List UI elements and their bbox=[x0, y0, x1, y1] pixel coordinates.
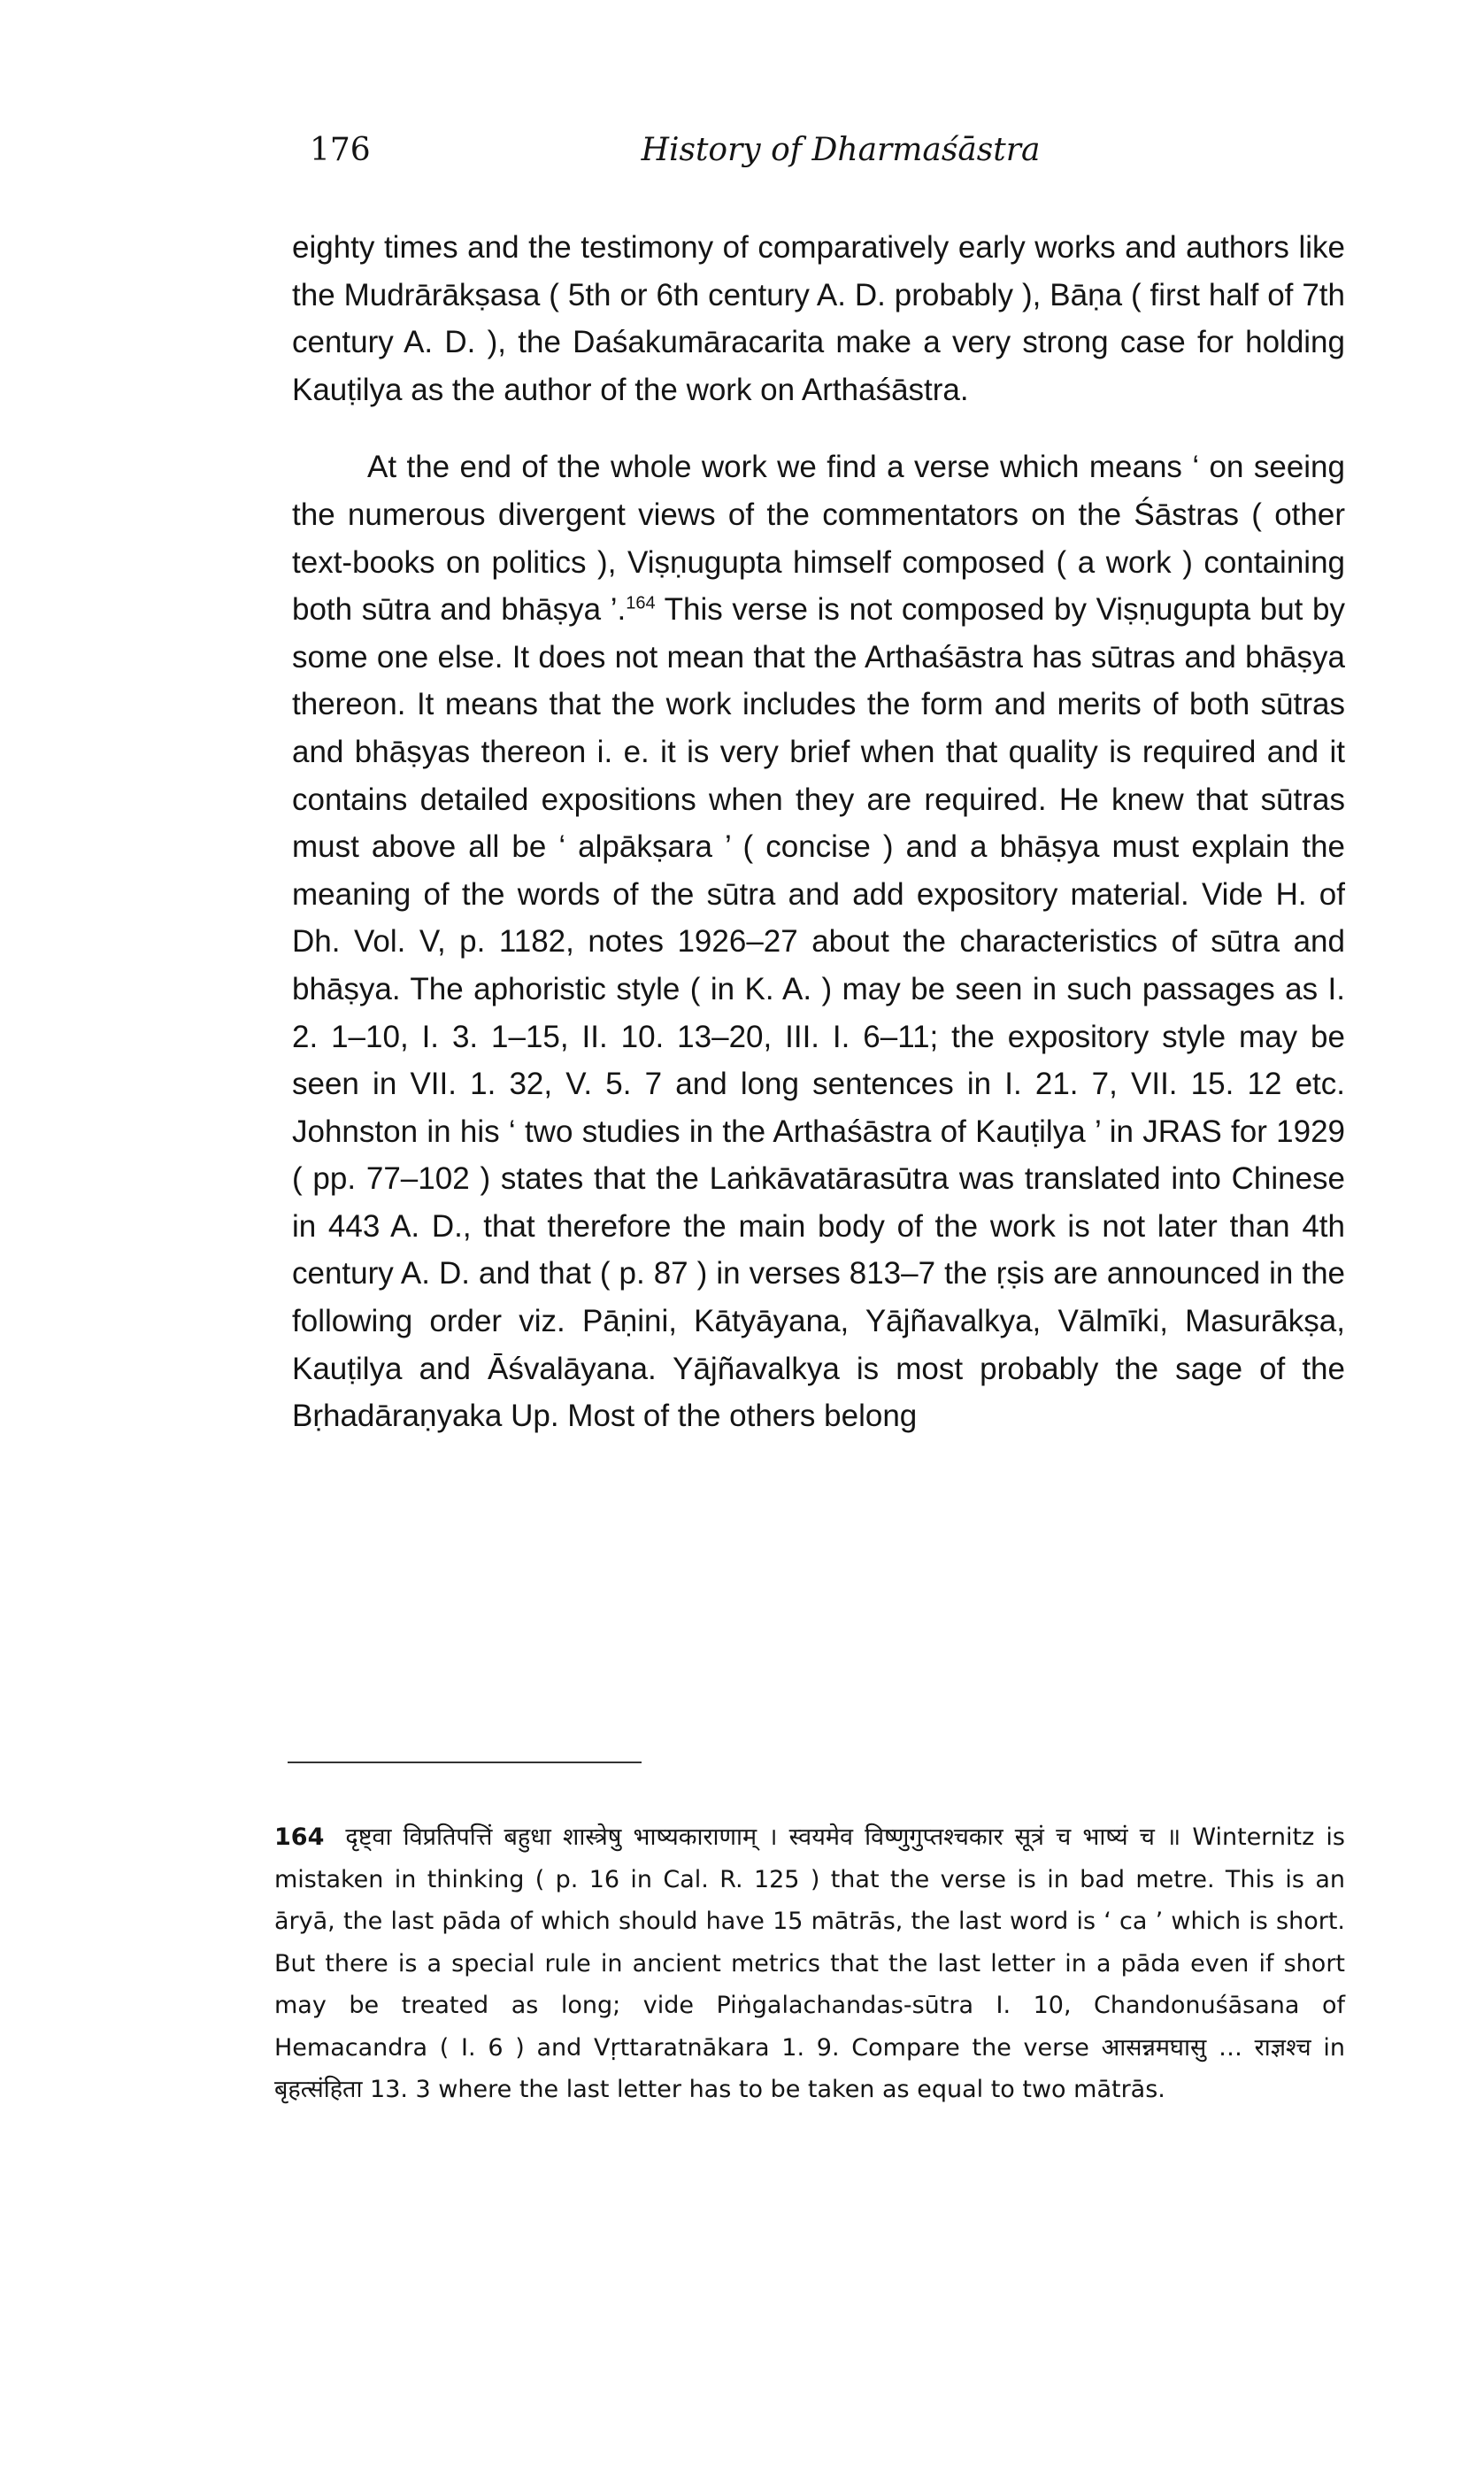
paragraph-text: At the end of the whole work we find a verse which means ‘ on seeing the numerous divergent views of the commentators on the Śāstras ( other text-books on politics ), Viṣṇugupta himself composed ( a work ) containing both sūtra and bhāṣya ’. bbox=[292, 450, 1345, 628]
paragraph: eighty times and the testimony of comparatively early works and authors like the Mudrārākṣasa ( 5th or 6th century A. D. probably ), Bāṇa ( first half of 7th century A. D. ), the Daśakumāracarita make a very strong case for holding Kauṭilya as the author of the work on Arthaśāstra. bbox=[292, 230, 1345, 407]
footnote-number: 164 bbox=[274, 1823, 325, 1851]
footnote bbox=[274, 1816, 1345, 2111]
page-number: 176 bbox=[310, 132, 371, 168]
footnote-divider bbox=[288, 1762, 642, 1763]
footnote-reference: 164 bbox=[626, 593, 656, 613]
paragraph-text: This verse is not composed by Viṣṇugupta but by some one else. It does not mean that the Arthaśāstra has sūtras and bhāṣya thereon. It means that the work includes the form and merits of both sūtras and bhāṣyas thereon i. e. it is very brief when that quality is required and it contains detailed expositions when they are required. He knew that sūtras must above all be ‘ alpākṣara ’ ( concise ) and a bhāṣya must explain the meaning of the words of the sūtra and add expository material. Vide H. of Dh. Vol. V, p. 1182, notes 1926–27 about the characteristics of sūtra and bhāṣya. The aphoristic style ( in K. A. ) may be seen in such passages as I. 2. 1–10, I. 3. 1–15, II. 10. 13–20, III. I. 6–11; the expository style may be seen in VII. 1. 32, V. 5. 7 and long sentences in I. 21. 7, VII. 15. 12 etc. Johnston in his ‘ two studies in the Arthaśāstra of Kauṭilya ’ in JRAS for 1929 ( pp. 77–102 ) states that the Laṅkāvatārasūtra was translated into Chinese in 443 A. D., that therefore the main body of the work is not later than 4th century A. D. and that ( p. 87 ) in verses 813–7 the ṛṣis are announced in the following order viz. Pāṇini, Kātyāyana, Yājñavalkya, Vālmīki, Masurākṣa, Kauṭilya and Āśvalāyana. Yājñavalkya is most probably the sage of the Bṛhadāraṇyaka Up. Most of the others belong bbox=[292, 592, 1345, 1434]
paragraph bbox=[292, 443, 1345, 1439]
running-head bbox=[310, 133, 1195, 186]
body-text bbox=[292, 224, 1345, 1440]
running-title: History of Dharmaśāstra bbox=[641, 132, 1041, 168]
footnote-text: दृष्ट्वा विप्रतिपत्तिं बहुधा शास्त्रेषु भाष्यकाराणाम् । स्वयमेव विष्णुगुप्तश्चकार सूत्रं च भाष्यं च ॥ Winternitz is mistaken in thinking ( p. 16 in Cal. R. 125 ) that the verse is in bad metre. This is an āryā, the last pāda of which should have 15 mātrās, the last word is ‘ ca ’ which is short. But there is a special rule in ancient metrics that the last letter in a pāda even if short may be treated as long; vide Piṅgalachandas-sūtra I. 10, Chandonuśāsana of Hemacandra ( I. 6 ) and Vṛttaratnākara 1. 9. Compare the verse आसन्नमघासु … राज्ञश्च in बृहत्संहिता 13. 3 where the last letter has to be taken as equal to two mātrās. bbox=[274, 1823, 1345, 2103]
